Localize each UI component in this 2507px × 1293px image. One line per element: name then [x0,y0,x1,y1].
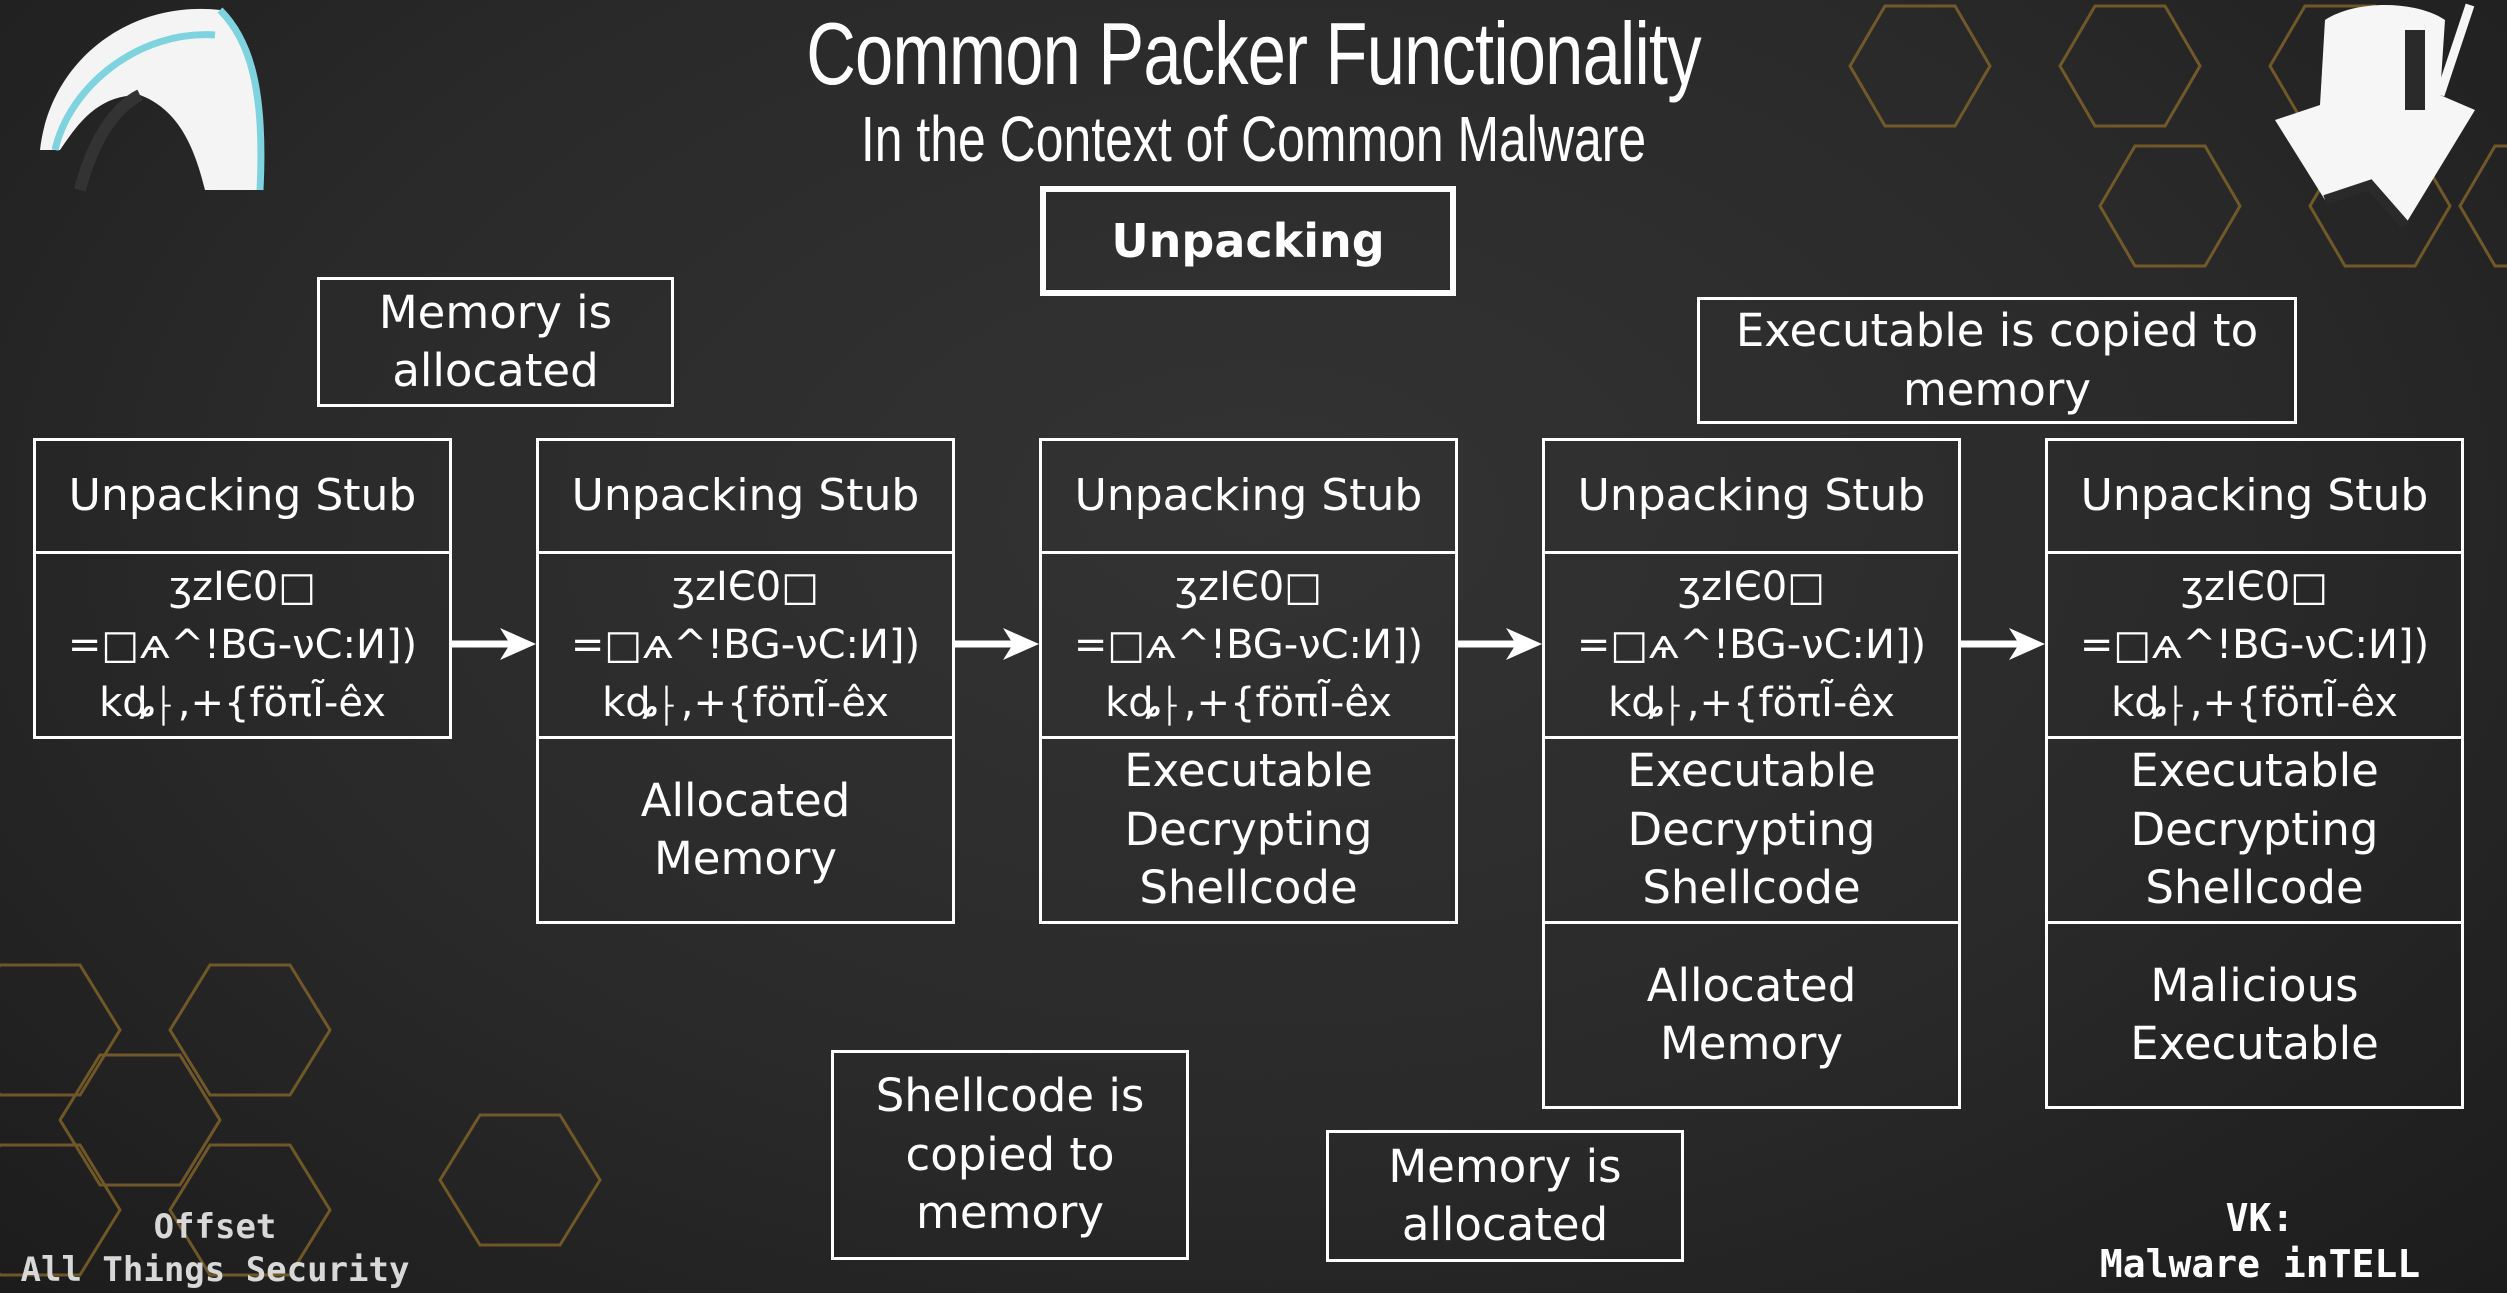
decrypting-shellcode-segment: Executable Decrypting Shellcode [2048,736,2461,921]
malicious-executable-segment: Malicious Executable [2048,921,2461,1106]
memory-stack-5 [2045,438,2464,1109]
phase-label: Unpacking [1040,186,1456,296]
note-shellcode-copied: Shellcode is copied to memory [831,1050,1189,1260]
unpacking-stub-header: Unpacking Stub [571,470,920,522]
unpacking-stub-header: Unpacking Stub [1577,470,1926,522]
memory-stack-2 [536,438,955,924]
slide-title: Common Packer Functionality [806,4,1701,103]
allocated-memory-segment: Allocated Memory [539,736,952,921]
note-memory-allocated-bottom: Memory is allocated [1326,1130,1684,1262]
spartan-helmet-icon-right [2265,0,2485,230]
decrypting-shellcode-segment: Executable Decrypting Shellcode [1545,736,1958,921]
allocated-memory-segment: Allocated Memory [1545,921,1958,1106]
footer-credit-right: VK: Malware inTELL [2099,1196,2421,1286]
memory-stack-3 [1039,438,1458,924]
packed-data: ʒzIЄ0□ =□ѧ^!BG-νC:И]) kȡ⸠,+{föπĨ-êx [539,551,952,736]
decrypting-shellcode-segment: Executable Decrypting Shellcode [1042,736,1455,921]
unpacking-stub-header: Unpacking Stub [2080,470,2429,522]
arrow-right-icon [452,624,538,664]
memory-stack-1 [33,438,452,739]
spartan-helmet-icon-left [20,0,270,195]
arrow-right-icon [1458,624,1544,664]
note-memory-allocated-top: Memory is allocated [317,277,674,407]
note-executable-copied: Executable is copied to memory [1697,297,2297,424]
unpacking-stub-header: Unpacking Stub [1074,470,1423,522]
packed-data: ʒzIЄ0□ =□ѧ^!BG-νC:И]) kȡ⸠,+{föπĨ-êx [1545,551,1958,736]
memory-stack-4 [1542,438,1961,1109]
packed-data: ʒzIЄ0□ =□ѧ^!BG-νC:И]) kȡ⸠,+{föπĨ-êx [1042,551,1455,736]
arrow-right-icon [955,624,1041,664]
slide-subtitle: In the Context of Common Malware [860,103,1647,175]
packed-data: ʒzIЄ0□ =□ѧ^!BG-νC:И]) kȡ⸠,+{föπĨ-êx [36,551,449,736]
unpacking-stub-header: Unpacking Stub [68,470,417,522]
packed-data: ʒzIЄ0□ =□ѧ^!BG-νC:И]) kȡ⸠,+{föπĨ-êx [2048,551,2461,736]
arrow-right-icon [1961,624,2047,664]
footer-credit-left: Offset All Things Security [20,1207,410,1290]
